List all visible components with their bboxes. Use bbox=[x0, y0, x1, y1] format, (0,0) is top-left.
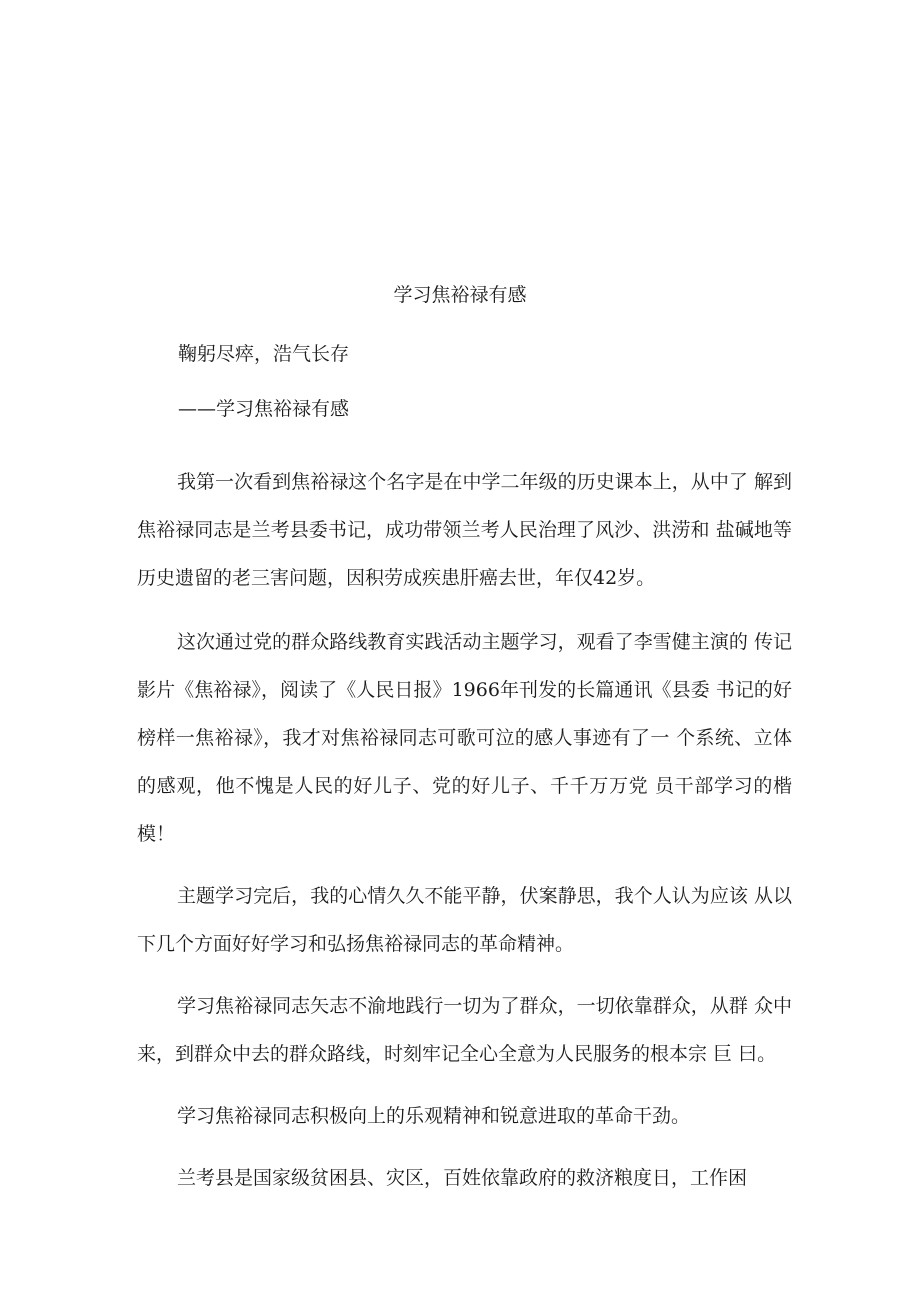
paragraph-4: 学习焦裕禄同志矢志不渝地践行一切为了群众，一切依靠群众，从群 众中来，到群众中去的群众路线，时刻牢记全心全意为人民服务的根本宗 巨 曰。 bbox=[137, 995, 792, 1065]
document-title: 学习焦裕禄有感 bbox=[393, 284, 527, 306]
paragraph-1: 我第一次看到焦裕禄这个名字是在中学二年级的历史课本上，从中了 解到焦裕禄同志是兰考县委书记，成功带领兰考人民治理了风沙、洪涝和 盐碱地等历史遗留的老三害问题，因积劳成疾患肝癌去世，年仅42岁。 bbox=[137, 471, 792, 589]
document-body bbox=[137, 458, 792, 1216]
paragraph-3: 主题学习完后，我的心情久久不能平静，伏案静思，我个人认为应该 从以下几个方面好好学习和弘扬焦裕禄同志的革命精神。 bbox=[137, 885, 792, 955]
document-subline: ——学习焦裕禄有感 bbox=[178, 398, 350, 420]
paragraph-2: 这次通过党的群众路线教育实践活动主题学习，观看了李雪健主演的 传记影片《焦裕禄》，阅读了《人民日报》1966年刊发的长篇通讯《县委 书记的好榜样一焦裕禄》，我才对焦裕禄同志可歌可泣的感人事迹有了一 个系统、立体的感观，他不愧是人民的好儿子、党的好儿子、千千万万党 员干部学习的楷模！ bbox=[137, 631, 792, 845]
paragraph-5: 学习焦裕禄同志积极向上的乐观精神和锐意进取的革命干劲。 bbox=[177, 1105, 691, 1127]
paragraph-6: 兰考县是国家级贫困县、灾区，百姓依靠政府的救济粮度日，工作困 bbox=[177, 1167, 748, 1189]
document-subtitle: 鞠躬尽瘁，浩气长存 bbox=[178, 343, 350, 365]
